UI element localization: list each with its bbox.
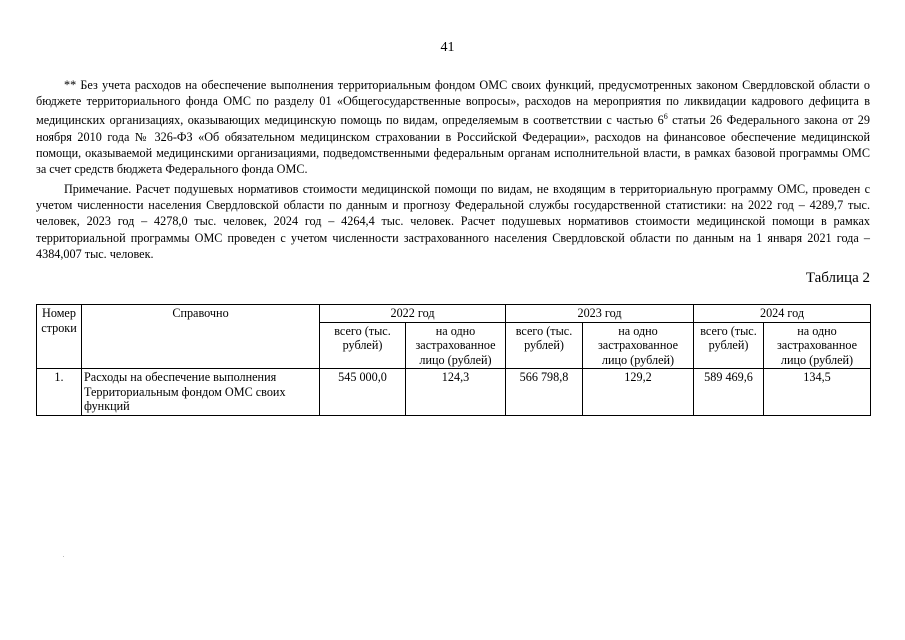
header-year-2024: 2024 год (694, 305, 871, 323)
footnote-text-start: ** Без учета расходов на обеспечение выполнения территориальным фондом ОМС своих функций, предусмотренных законом Свердловской области о бюджете территориального фонда ОМС по разделу 01 «Общегосударственные вопросы», расходов на мероприятия по ликвидации кадрового дефицита в медицинских организациях, оказывающих медицинскую помощь по видам, определяемым в соответствии с частью 6 (36, 78, 870, 128)
table-header-row (37, 305, 871, 323)
table-caption: Таблица 2 (805, 270, 870, 286)
row-number: 1. (37, 369, 82, 416)
cell-total-2024: 589 469,6 (694, 369, 764, 416)
page-number: 41 (440, 40, 455, 55)
subheader-total-2022: всего (тыс. рублей) (320, 322, 406, 369)
header-year-2023: 2023 год (506, 305, 694, 323)
row-label: Расходы на обеспечение выполнения Территориальным фондом ОМС своих функций (82, 369, 320, 416)
header-row-number: Номер строки (37, 305, 82, 369)
footnote-superscript: 6 (663, 112, 668, 122)
table-row (37, 369, 871, 416)
subheader-per-person-2023: на одно застрахованное лицо (рублей) (583, 322, 694, 369)
cell-per-person-2024: 134,5 (764, 369, 871, 416)
subheader-total-2023: всего (тыс. рублей) (506, 322, 583, 369)
note-paragraph: Примечание. Расчет подушевых нормативов стоимости медицинской помощи по видам, не входящим в территориальную программу ОМС, проведен с учетом численности населения Свердловской области по данным и прогнозу Федеральной службы государственной статистики: на 2022 год – 4289,7 тыс. человек, 2023 год – 4278,0 тыс. человек, 2024 год – 4264,4 тыс. человек. Расчет подушевых нормативов стоимости медицинской помощи в рамках территориальной программы ОМС проведен с учетом численности застрахованного населения Свердловской области по данным на 1 января 2021 года – 4384,007 тыс. человек. (36, 182, 870, 261)
subheader-per-person-2022: на одно застрахованное лицо (рублей) (406, 322, 506, 369)
header-year-2022: 2022 год (320, 305, 506, 323)
subheader-per-person-2024: на одно застрахованное лицо (рублей) (764, 322, 871, 369)
subheader-total-2024: всего (тыс. рублей) (694, 322, 764, 369)
footnote-text-end: статьи 26 Федерального закона от 29 ноября 2010 года № 326-ФЗ «Об обязательном медицинском страховании в Российской Федерации», расходов на финансовое обеспечение медицинской помощи, оказываемой медицинскими организациями, подведомственными федеральным органам исполнительной власти, в рамках базовой программы ОМС за счет средств бюджета Федерального фонда ОМС. (36, 113, 870, 177)
header-reference: Справочно (82, 305, 320, 369)
cell-per-person-2023: 129,2 (583, 369, 694, 416)
footnote-paragraph (36, 77, 870, 177)
cell-per-person-2022: 124,3 (406, 369, 506, 416)
scan-speck (63, 556, 64, 557)
cell-total-2022: 545 000,0 (320, 369, 406, 416)
cell-total-2023: 566 798,8 (506, 369, 583, 416)
data-table (36, 304, 871, 416)
